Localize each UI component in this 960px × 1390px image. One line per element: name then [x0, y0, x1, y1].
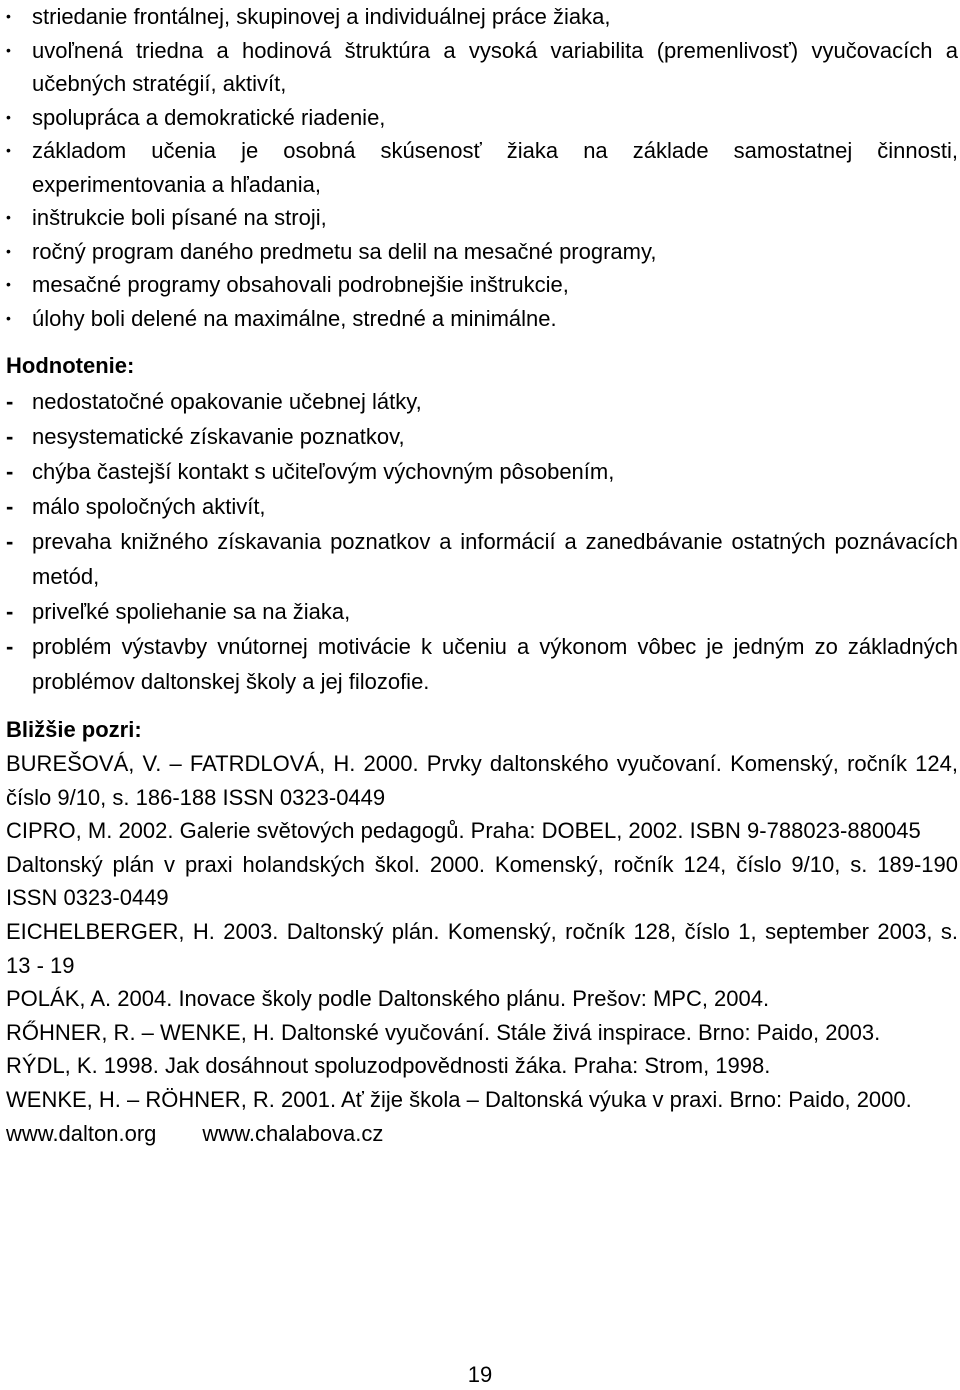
bullet-list [6, 0, 958, 335]
bullet-icon: • [6, 276, 11, 292]
page-number: 19 [467, 1362, 493, 1387]
reference-entry: CIPRO, M. 2002. Galerie světových pedagogů. Praha: DOBEL, 2002. ISBN 9-788023-880045 [6, 818, 921, 844]
reference-entry: Daltonský plán v praxi holandských škol. 2000. Komenský, ročník 124, číslo 9/10, s. 189-190 ISSN 0323-0449 [6, 851, 958, 911]
reference-entry: RÝDL, K. 1998. Jak dosáhnout spoluzodpovědnosti žáka. Praha: Strom, 1998. [6, 1053, 771, 1079]
hodnotenie-text: prevaha knižného získavania poznatkov a informácií a zanedbávanie ostatných poznávacích metód, [32, 529, 958, 589]
bullet-icon: • [6, 142, 11, 158]
bullet-item [6, 101, 958, 135]
reference-entry: BUREŠOVÁ, V. – FATRDLOVÁ, H. 2000. Prvky daltonského vyučovaní. Komenský, ročník 124, číslo 9/10, s. 186-188 ISSN 0323-0449 [6, 751, 958, 810]
dash-icon: - [6, 634, 14, 659]
hodnotenie-item [6, 629, 958, 699]
hodnotenie-item [6, 384, 958, 419]
dash-icon: - [6, 494, 14, 519]
bullet-icon: • [6, 309, 11, 326]
hodnotenie-item [6, 524, 958, 594]
bullet-icon: • [6, 209, 11, 225]
bullet-text: uvoľnená triedna a hodinová štruktúra a vysoká variabilita (premenlivosť) vyučovacích a učebných stratégií, aktivít, [32, 37, 958, 96]
hodnotenie-heading: Hodnotenie: [6, 353, 135, 378]
reference-entry: EICHELBERGER, H. 2003. Daltonský plán. Komenský, ročník 128, číslo 1, september 2003, s. 13 - 19 [6, 918, 958, 978]
link-chalabova[interactable]: www.chalabova.cz [202, 1120, 384, 1146]
dash-icon: - [6, 599, 14, 624]
hodnotenie-list [6, 384, 958, 699]
reference-entry: POLÁK, A. 2004. Inovace školy podle Daltonského plánu. Prešov: MPC, 2004. [6, 986, 770, 1012]
bullet-text: striedanie frontálnej, skupinovej a individuálnej práce žiaka, [32, 4, 611, 29]
bullet-icon: • [6, 41, 11, 58]
reference-entry: RŐHNER, R. – WENKE, H. Daltonské vyučování. Stále živá inspirace. Brno: Paido, 2003. [6, 1019, 881, 1045]
bullet-item [6, 268, 958, 302]
hodnotenie-text: priveľké spoliehanie sa na žiaka, [32, 599, 351, 624]
bullet-item [6, 201, 958, 235]
bullet-item [6, 34, 958, 101]
document-page [6, 0, 958, 1151]
link-dalton[interactable]: www.dalton.org [6, 1120, 157, 1146]
bullet-text: inštrukcie boli písané na stroji, [32, 205, 327, 230]
hodnotenie-item [6, 454, 958, 489]
bullet-text: ročný program daného predmetu sa delil na mesačné programy, [32, 238, 657, 264]
bullet-icon: • [6, 108, 11, 125]
dash-icon: - [6, 459, 14, 484]
bullet-text: úlohy boli delené na maximálne, stredné a minimálne. [32, 305, 557, 331]
hodnotenie-text: nedostatočné opakovanie učebnej látky, [32, 389, 422, 414]
hodnotenie-item [6, 594, 958, 629]
hodnotenie-text: nesystematické získavanie poznatkov, [32, 424, 405, 449]
references-list [6, 747, 958, 1117]
bullet-icon: • [6, 8, 11, 24]
bullet-item [6, 134, 958, 201]
bullet-text: základom učenia je osobná skúsenosť žiaka na základe samostatnej činnosti, experimentovania a hľadania, [32, 138, 958, 197]
web-links [6, 1117, 958, 1151]
hodnotenie-item [6, 489, 958, 524]
blizsie-pozri-heading: Bližšie pozri: [6, 717, 142, 742]
dash-icon: - [6, 424, 14, 449]
bullet-text: mesačné programy obsahovali podrobnejšie inštrukcie, [32, 272, 569, 297]
bullet-item [6, 235, 958, 269]
bullet-item [6, 0, 958, 34]
reference-entry: WENKE, H. – RÖHNER, R. 2001. Ať žije škola – Daltonská výuka v praxi. Brno: Paido, 2000. [6, 1086, 912, 1112]
dash-icon: - [6, 529, 14, 554]
hodnotenie-item [6, 419, 958, 454]
hodnotenie-text: málo spoločných aktivít, [32, 494, 266, 519]
bullet-text: spolupráca a demokratické riadenie, [32, 104, 386, 130]
dash-icon: - [6, 389, 14, 414]
bullet-item [6, 302, 958, 336]
hodnotenie-text: chýba častejší kontakt s učiteľovým výchovným pôsobením, [32, 459, 615, 484]
bullet-icon: • [6, 242, 11, 259]
hodnotenie-text: problém výstavby vnútornej motivácie k učeniu a výkonom vôbec je jedným zo základných problémov daltonskej školy a jej filozofie. [32, 634, 958, 694]
